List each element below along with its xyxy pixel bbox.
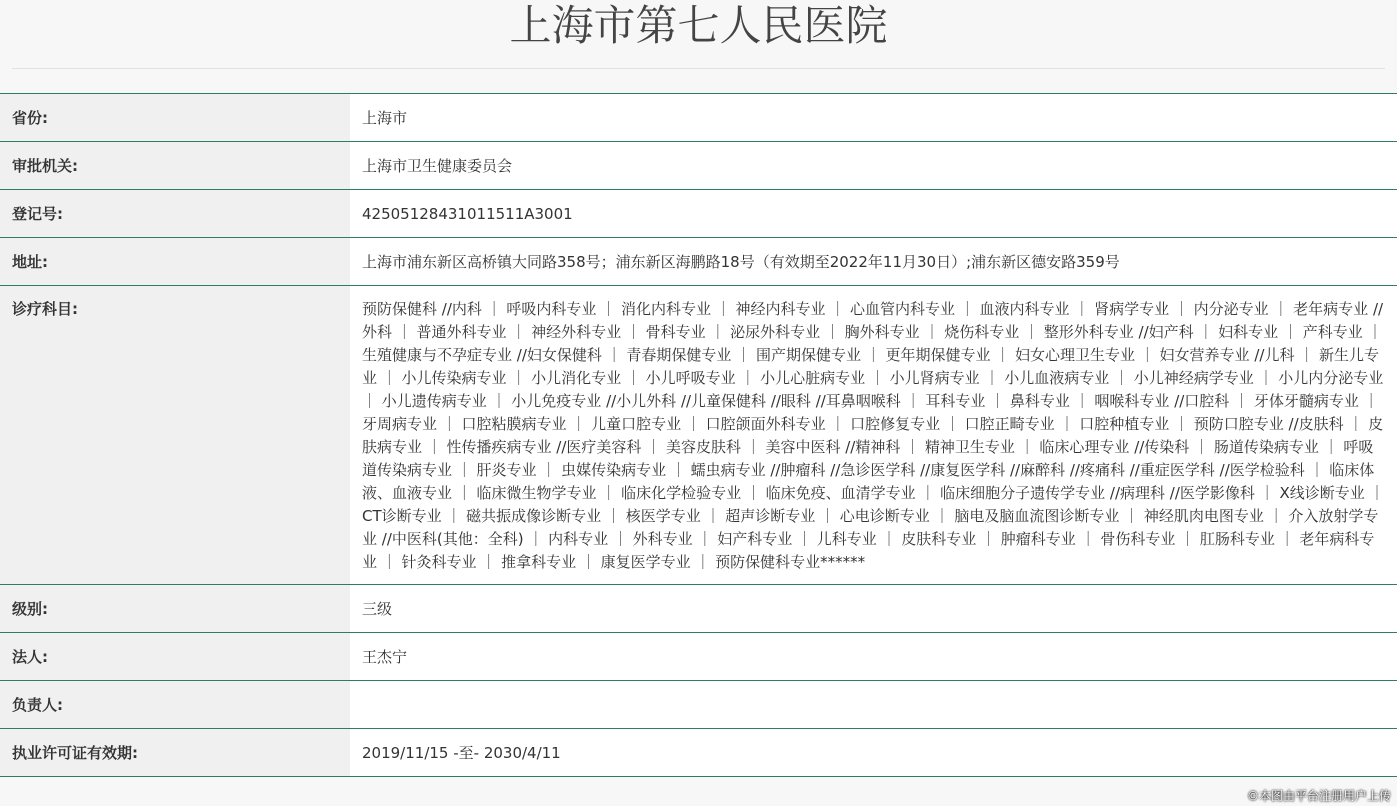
row-value: 三级	[350, 585, 1397, 633]
row-value: 上海市	[350, 94, 1397, 142]
table-row-license-validity	[0, 729, 1397, 777]
row-label: 级别:	[0, 585, 350, 633]
row-value: 42505128431011511A3001	[350, 190, 1397, 238]
row-value	[350, 681, 1397, 729]
upload-watermark: ©本图由平台注册用户上传	[1246, 789, 1391, 803]
row-label: 执业许可证有效期:	[0, 729, 350, 777]
row-value: 上海市卫生健康委员会	[350, 142, 1397, 190]
row-label: 省份:	[0, 94, 350, 142]
row-label: 登记号:	[0, 190, 350, 238]
page-title: 上海市第七人民医院	[509, 1, 888, 50]
title-divider	[12, 68, 1385, 69]
row-value: 2019/11/15 -至- 2030/4/11	[350, 729, 1397, 777]
table-row-level	[0, 585, 1397, 633]
row-label: 负责人:	[0, 681, 350, 729]
row-value: 上海市浦东新区高桥镇大同路358号；浦东新区海鹏路18号（有效期至2022年11月30日）;浦东新区德安路359号	[350, 238, 1397, 286]
row-label: 法人:	[0, 633, 350, 681]
hospital-info-table	[0, 93, 1397, 777]
table-row-address	[0, 238, 1397, 286]
table-row-person-in-charge	[0, 681, 1397, 729]
row-value: 预防保健科 //内科 ｜ 呼吸内科专业 ｜ 消化内科专业 ｜ 神经内科专业 ｜ 心血管内科专业 ｜ 血液内科专业 ｜ 肾病学专业 ｜ 内分泌专业 ｜ 老年病专业 //外科 ｜ 普通外科专业 ｜ 神经外科专业 ｜ 骨科专业 ｜ 泌尿外科专业 ｜ 胸外科专业 ｜ 烧伤科专业 ｜ 整形外科专业 //妇产科 ｜ 妇科专业 ｜ 产科专业 ｜ 生殖健康与不孕症专业 //妇女保健科 ｜ 青春期保健专业 ｜ 围产期保健专业 ｜ 更年期保健专业 ｜ 妇女心理卫生专业 ｜ 妇女营养专业 //儿科 ｜ 新生儿专业 ｜ 小儿传染病专业 ｜ 小儿消化专业 ｜ 小儿呼吸专业 ｜ 小儿心脏病专业 ｜ 小儿肾病专业 ｜ 小儿血液病专业 ｜ 小儿神经病学专业 ｜ 小儿内分泌专业 ｜ 小儿遗传病专业 ｜ 小儿免疫专业 //小儿外科 //儿童保健科 //眼科 //耳鼻咽喉科 ｜ 耳科专业 ｜ 鼻科专业 ｜ 咽喉科专业 //口腔科 ｜ 牙体牙髓病专业 ｜ 牙周病专业 ｜ 口腔粘膜病专业 ｜ 儿童口腔专业 ｜ 口腔颌面外科专业 ｜ 口腔修复专业 ｜ 口腔正畸专业 ｜ 口腔种植专业 ｜ 预防口腔专业 //皮肤科 ｜ 皮肤病专业 ｜ 性传播疾病专业 //医疗美容科 ｜ 美容皮肤科 ｜ 美容中医科 //精神科 ｜ 精神卫生专业 ｜ 临床心理专业 //传染科 ｜ 肠道传染病专业 ｜ 呼吸道传染病专业 ｜ 肝炎专业 ｜ 虫媒传染病专业 ｜ 蠕虫病专业 //肿瘤科 //急诊医学科 //康复医学科 //麻醉科 //疼痛科 //重症医学科 //医学检验科 ｜ 临床体液、血液专业 ｜ 临床微生物学专业 ｜ 临床化学检验专业 ｜ 临床免疫、血清学专业 ｜ 临床细胞分子遗传学专业 //病理科 //医学影像科 ｜ X线诊断专业 ｜ CT诊断专业 ｜ 磁共振成像诊断专业 ｜ 核医学专业 ｜ 超声诊断专业 ｜ 心电诊断专业 ｜ 脑电及脑血流图诊断专业 ｜ 神经肌肉电图专业 ｜ 介入放射学专业 //中医科(其他：全科) ｜ 内科专业 ｜ 外科专业 ｜ 妇产科专业 ｜ 儿科专业 ｜ 皮肤科专业 ｜ 肿瘤科专业 ｜ 骨伤科专业 ｜ 肛肠科专业 ｜ 老年病科专业 ｜ 针灸科专业 ｜ 推拿科专业 ｜ 康复医学专业 ｜ 预防保健科专业******	[350, 286, 1397, 585]
table-row-legal-person	[0, 633, 1397, 681]
table-row-departments	[0, 286, 1397, 585]
row-label: 审批机关:	[0, 142, 350, 190]
row-value: 王杰宁	[350, 633, 1397, 681]
table-row-registration-number	[0, 190, 1397, 238]
table-row-province	[0, 94, 1397, 142]
table-row-approval-authority	[0, 142, 1397, 190]
row-label: 诊疗科目:	[0, 286, 350, 585]
row-label: 地址:	[0, 238, 350, 286]
